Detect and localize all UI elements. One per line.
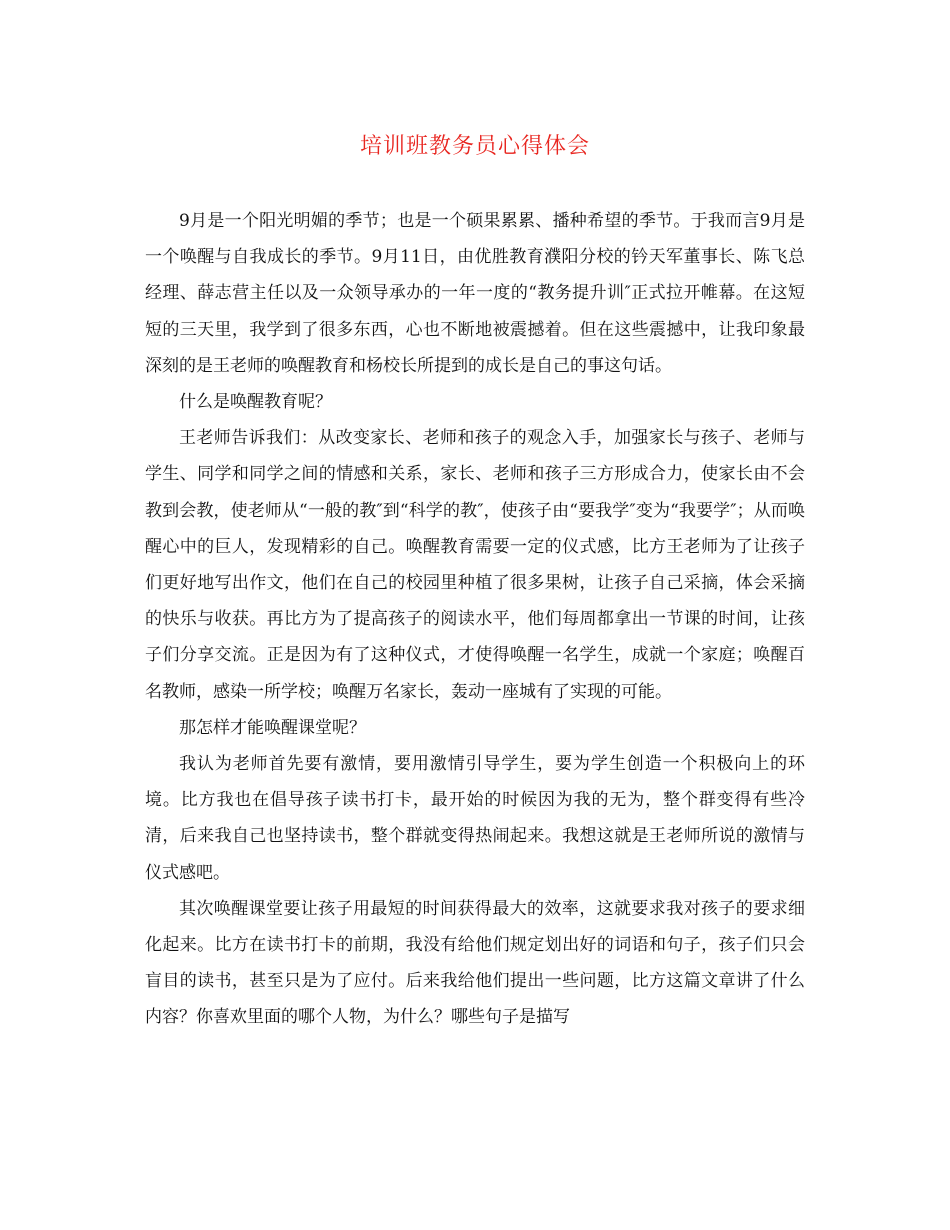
document-title: 培训班教务员心得体会 xyxy=(359,134,590,159)
document-body xyxy=(145,203,805,1036)
paragraph: 我认为老师首先要有激情，要用激情引导学生，要为学生创造一个积极向上的环境。比方我也在倡导孩子读书打卡，最开始的时候因为我的无为，整个群变得有些冷清，后来我自己也坚持读书，整个群就变得热闹起来。我想这就是王老师所说的激情与仪式感吧。 xyxy=(145,754,805,883)
paragraph: 王老师告诉我们：从改变家长、老师和孩子的观念入手，加强家长与孩子、老师与学生、同学和同学之间的情感和关系，家长、老师和孩子三方形成合力，使家长由不会教到会教，使老师从“一般的教″到“科学的教″，使孩子由“要我学″变为“我要学″；从而唤醒心中的巨人，发现精彩的自己。唤醒教育需要一定的仪式感，比方王老师为了让孩子们更好地写出作文，他们在自己的校园里种植了很多果树，让孩子自己采摘，体会采摘的快乐与收获。再比方为了提高孩子的阅读水平，他们每周都拿出一节课的时间，让孩子们分享交流。正是因为有了这种仪式，才使得唤醒一名学生，成就一个家庭；唤醒百名教师，感染一所学校；唤醒万名家长，轰动一座城有了实现的可能。 xyxy=(145,428,805,702)
paragraph: 其次唤醒课堂要让孩子用最短的时间获得最大的效率，这就要求我对孩子的要求细化起来。比方在读书打卡的前期，我没有给他们规定划出好的词语和句子，孩子们只会盲目的读书，甚至只是为了应付。后来我给他们提出一些问题，比方这篇文章讲了什么内容？你喜欢里面的哪个人物，为什么？哪些句子是描写 xyxy=(145,898,805,1028)
paragraph: 什么是唤醒教育呢？ xyxy=(179,392,332,413)
paragraph: 那怎样才能唤醒课堂呢？ xyxy=(179,717,366,738)
paragraph: 9月是一个阳光明媚的季节；也是一个硕果累累、播种希望的季节。于我而言9月是一个唤醒与自我成长的季节。9月11日，由优胜教育濮阳分校的钤天军董事长、陈飞总经理、薛志营主任以及一众领导承办的一年一度的“教务提升训″正式拉开帷幕。在这短短的三天里，我学到了很多东西，心也不断地被震撼着。但在这些震撼中，让我印象最深刻的是王老师的唤醒教育和杨校长所提到的成长是自己的事这句话。 xyxy=(145,211,805,376)
